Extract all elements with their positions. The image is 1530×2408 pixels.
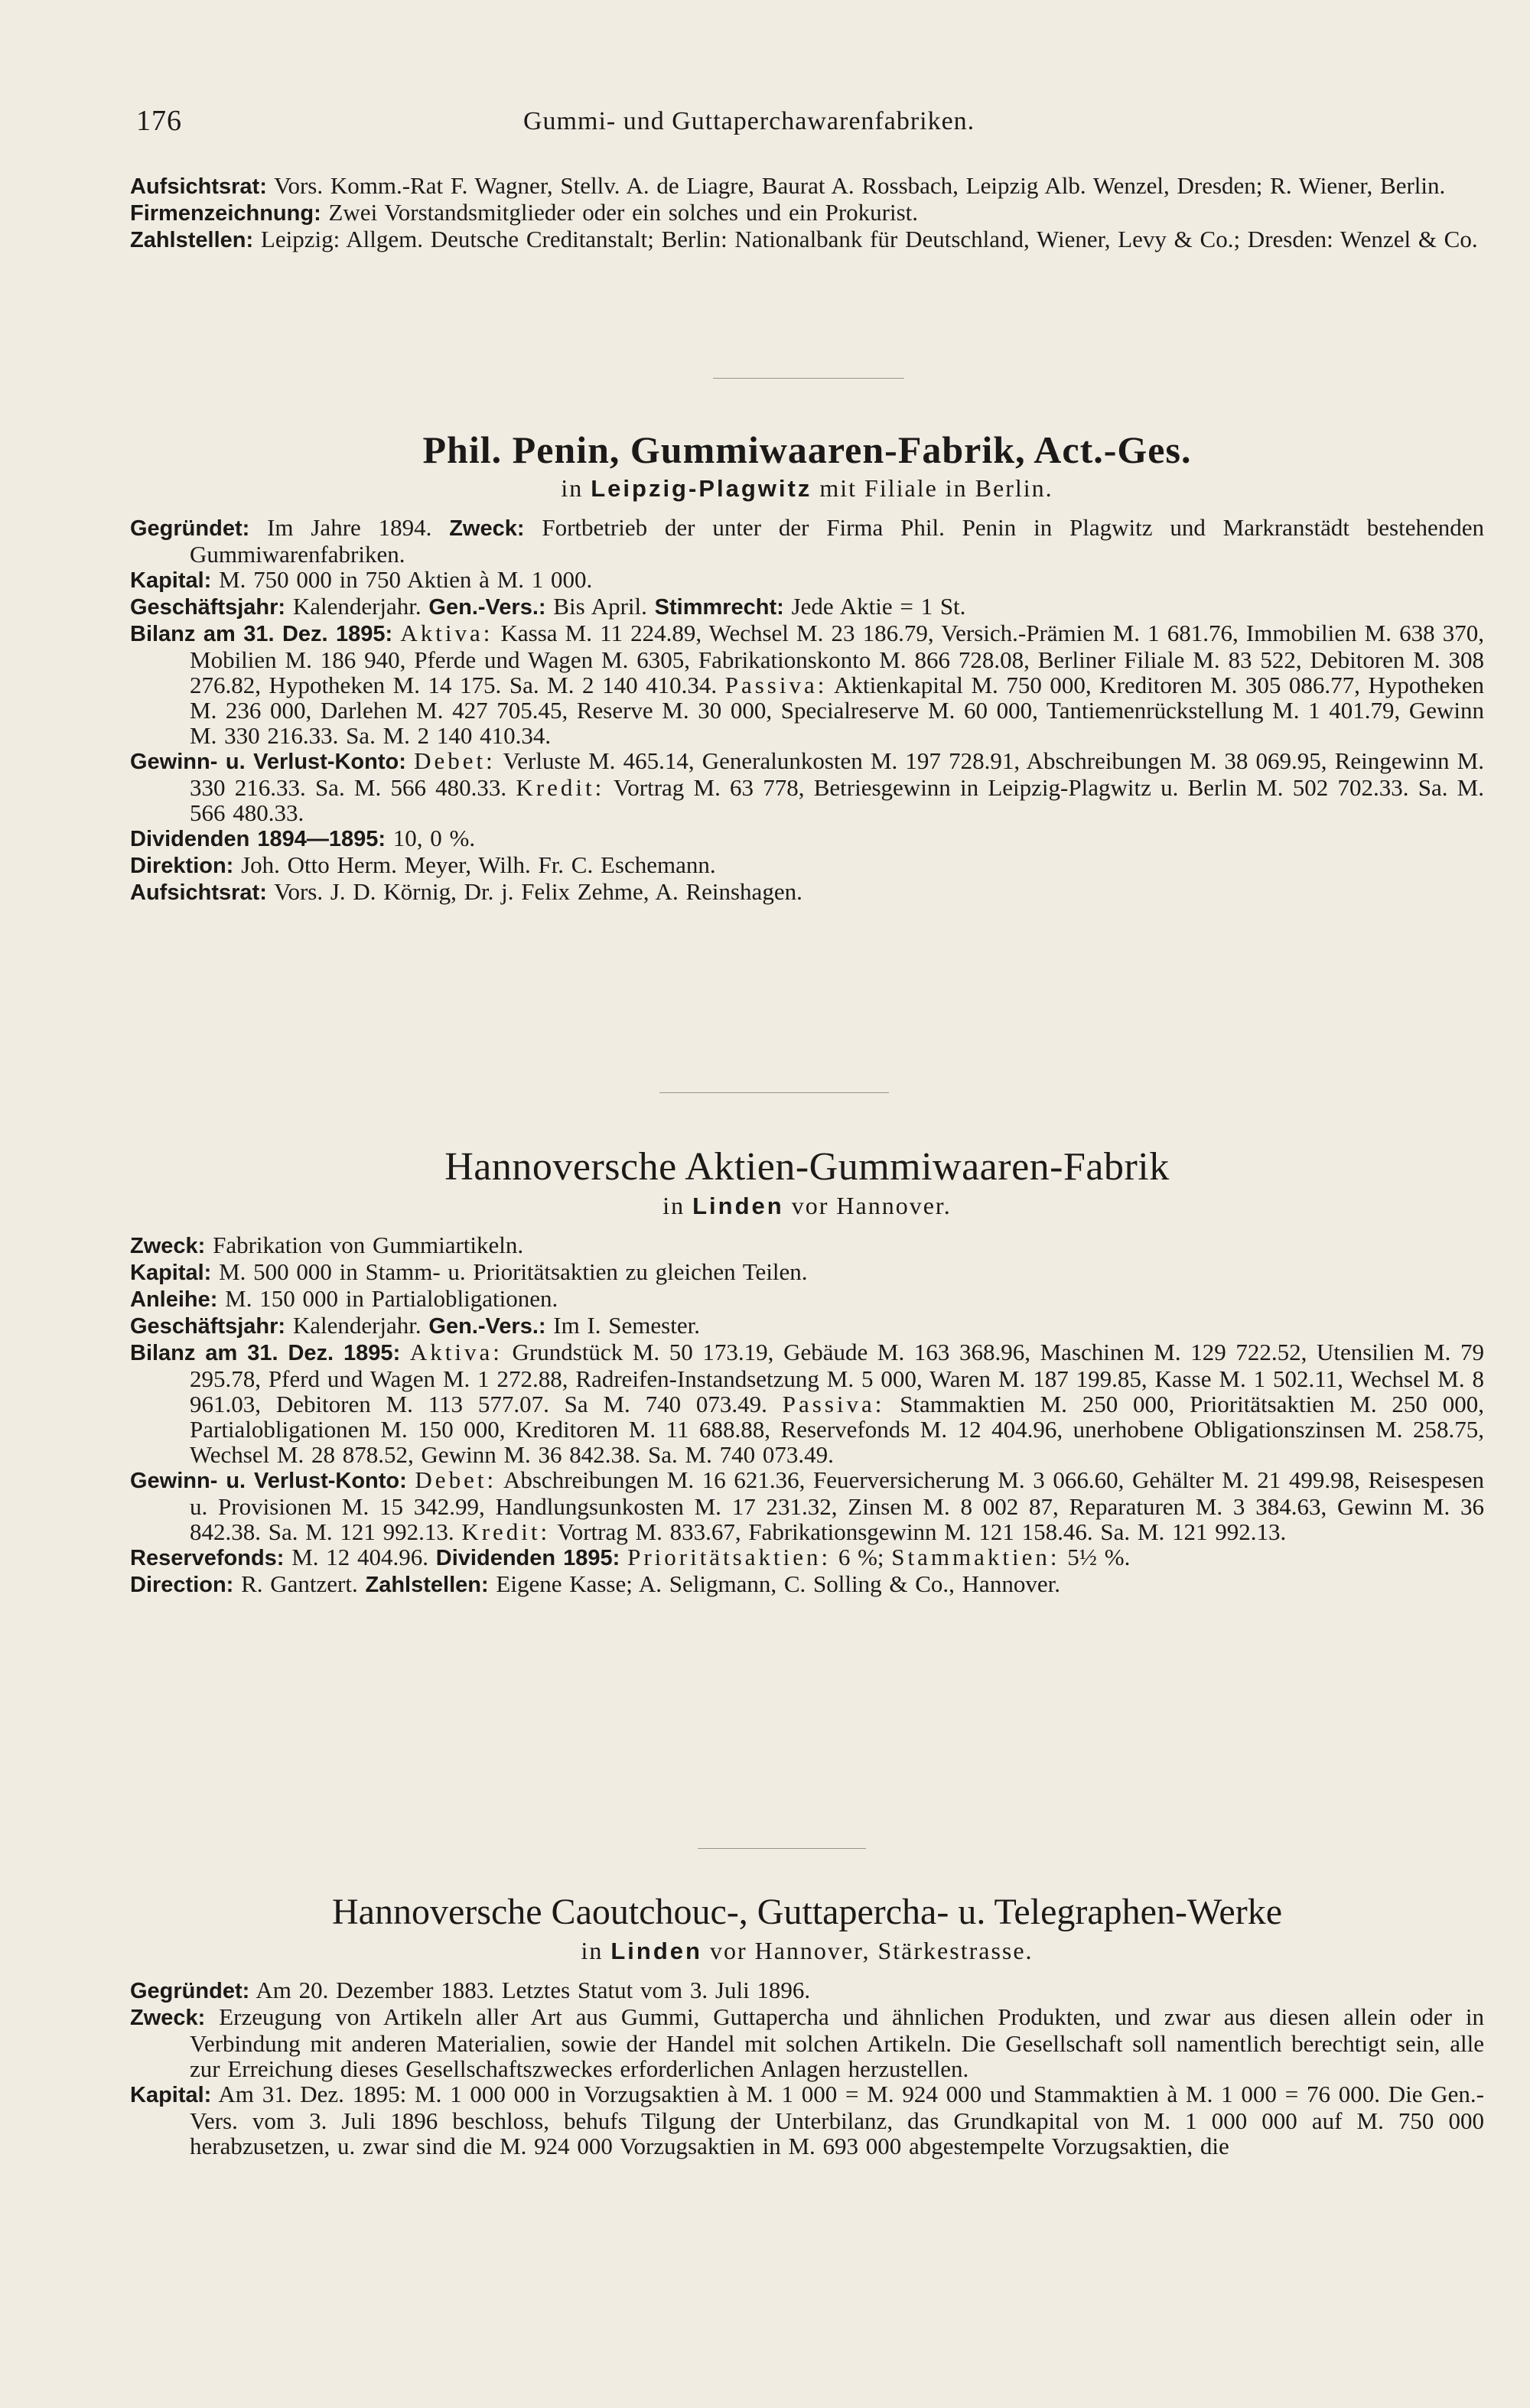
entry-gewinn-verlust — [130, 748, 1484, 825]
field-text: Am 20. Dezember 1883. Letztes Statut vom 3. Juli 1896. — [256, 1977, 811, 2003]
location-rest: vor Hannover. — [791, 1192, 952, 1219]
field-text: M. 12 404.96. — [291, 1544, 429, 1570]
field-text: Eigene Kasse; A. Seligmann, C. Solling & Co., Hannover. — [496, 1570, 1060, 1597]
field-text: Grundstück M. 50 173.19, Gebäude M. 163 368.96, Maschinen M. 129 722.52, Utensilien M. 79 295.78, Pferd und Wagen M. 1 272.88, Radreifen-Instandsetzung M. 5 000, Waren M. 187 199.85, Kasse M. 1 502.11, Wechsel M. 8 961.03, Debitoren M. 113 577.07. Sa M. 740 073.49. — [190, 1339, 1485, 1417]
field-label: Aufsichtsrat: — [130, 880, 267, 905]
entry-bilanz — [130, 620, 1484, 748]
entry-kapital — [130, 567, 1484, 594]
field-text: Im Jahre 1894. — [267, 514, 432, 541]
company-title: Hannoversche Aktien-Gummiwaaren-Fabrik — [444, 1145, 1170, 1189]
entry-direction — [130, 1571, 1484, 1598]
entry-geschaeftsjahr — [130, 594, 1484, 620]
field-text: Vors. Komm.-Rat F. Wagner, Stellv. A. de Liagre, Baurat A. Rossbach, Leipzig Alb. Wenzel, Dresden; R. Wiener, Berlin. — [274, 172, 1446, 199]
spaced-label: Passiva: — [782, 1391, 885, 1417]
field-text: Abschreibungen M. 16 621.36, Feuerversicherung M. 3 066.60, Gehälter M. 21 499.98, Reisespesen u. Provisionen M. 15 342.99, Handlungsunkosten M. 17 231.32, Zinsen M. 8 002 87, Reparaturen M. 3 384.63, Gewinn M. 36 842.38. Sa. M. 121 992.13. — [190, 1466, 1484, 1545]
field-text: Jede Aktie = 1 St. — [791, 593, 966, 620]
field-text: M. 500 000 in Stamm- u. Prioritätsaktien zu gleichen Teilen. — [219, 1258, 808, 1285]
company-location — [130, 476, 1484, 501]
field-label: Geschäftsjahr: — [130, 595, 286, 620]
spaced-label: Debet: — [415, 1466, 497, 1493]
spaced-label: Kredit: — [461, 1518, 551, 1545]
entry-direktion — [130, 852, 1484, 879]
company-hannover-caoutchouc — [130, 1889, 1484, 2159]
entry-dividenden — [130, 825, 1484, 852]
location-rest: mit Filiale in Berlin. — [819, 474, 1053, 502]
field-text: M. 150 000 in Partialobligationen. — [225, 1285, 558, 1312]
spaced-label: Debet: — [414, 747, 496, 774]
location-in: in — [662, 1192, 685, 1219]
entry-kapital — [130, 2081, 1484, 2159]
field-text: 10, 0 %. — [392, 825, 476, 851]
location-place: Linden — [610, 1938, 702, 1964]
field-text: Verluste M. 465.14, Generalunkosten M. 197 728.91, Abschreibungen M. 38 069.95, Reingewinn M. 330 216.33. Sa. M. 566 480.33. — [190, 747, 1485, 801]
field-label: Anleihe: — [130, 1287, 218, 1312]
field-label: Bilanz am 31. Dez. 1895: — [130, 622, 393, 646]
entry-zweck — [130, 1232, 1484, 1259]
location-place: Linden — [692, 1193, 784, 1219]
company-penin — [130, 427, 1484, 906]
field-label: Gen.-Vers.: — [428, 1314, 546, 1339]
field-label: Gewinn- u. Verlust-Konto: — [130, 1469, 407, 1493]
spaced-label: Stammaktien: — [891, 1544, 1060, 1570]
spaced-label: Aktiva: — [400, 620, 493, 646]
divider-rule — [713, 378, 904, 379]
divider-rule — [659, 1092, 889, 1093]
company-location — [130, 1193, 1484, 1219]
field-text: Kalenderjahr. — [292, 1312, 422, 1339]
field-label: Kapital: — [130, 1261, 212, 1285]
field-text: Im I. Semester. — [553, 1312, 700, 1339]
field-label: Firmenzeichnung: — [130, 201, 321, 226]
field-label: Gegründet: — [130, 516, 250, 541]
field-text: Vortrag M. 833.67, Fabrikationsgewinn M. 121 158.46. Sa. M. 121 992.13. — [557, 1518, 1287, 1545]
field-text: Am 31. Dez. 1895: M. 1 000 000 in Vorzugsaktien à M. 1 000 = M. 924 000 und Stammaktien à M. 1 000 = 76 000. Die Gen.-Vers. vom 3. Juli 1896 beschloss, behufs Tilgung der Unterbilanz, das Grundkapital von M. 1 000 000 auf M. 750 000 herabzusetzen, u. zwar sind die M. 924 000 Vorzugsaktien in M. 693 000 abgestempelte Vorzugsaktien, die — [190, 2081, 1485, 2159]
field-label: Reservefonds: — [130, 1546, 285, 1570]
divider-rule — [698, 1848, 866, 1849]
field-label: Dividenden 1895: — [435, 1546, 620, 1570]
entry-gegruendet — [130, 515, 1484, 567]
field-label: Direction: — [130, 1573, 234, 1597]
field-text: M. 750 000 in 750 Aktien à M. 1 000. — [219, 566, 593, 593]
field-label: Direktion: — [130, 854, 234, 878]
field-label: Gegründet: — [130, 1979, 250, 2003]
field-label: Aufsichtsrat: — [130, 174, 267, 199]
entry-aufsichtsrat — [130, 879, 1484, 906]
entry-zahlstellen — [130, 226, 1484, 253]
entry-aufsichtsrat — [130, 173, 1484, 200]
field-text: 6 %; — [838, 1544, 884, 1570]
company-location — [130, 1938, 1484, 1964]
field-text: Fabrikation von Gummiartikeln. — [213, 1232, 524, 1258]
entry-geschaeftsjahr — [130, 1313, 1484, 1339]
entry-bilanz — [130, 1339, 1484, 1467]
field-label: Bilanz am 31. Dez. 1895: — [130, 1341, 401, 1365]
entry-firmenzeichnung — [130, 200, 1484, 226]
company-title: Phil. Penin, Gummiwaaren-Fabrik, Act.-Ges. — [422, 428, 1192, 471]
entry-reservefonds — [130, 1544, 1484, 1571]
spaced-label: Kredit: — [516, 774, 605, 801]
entry-gegruendet — [130, 1977, 1484, 2004]
field-label: Dividenden 1894—1895: — [130, 827, 386, 851]
field-text: Vors. J. D. Körnig, Dr. j. Felix Zehme, A. Reinshagen. — [274, 878, 802, 905]
company-title: Hannoversche Caoutchouc-, Guttapercha- u. Telegraphen-Werke — [332, 1892, 1282, 1932]
field-label: Zweck: — [449, 516, 525, 541]
field-text: R. Gantzert. — [241, 1570, 358, 1597]
location-in: in — [561, 474, 584, 502]
spaced-label: Prioritätsaktien: — [627, 1544, 832, 1570]
spaced-label: Passiva: — [724, 672, 828, 698]
field-label: Zweck: — [130, 1234, 206, 1258]
field-label: Geschäftsjahr: — [130, 1314, 286, 1339]
page-number: 176 — [136, 105, 182, 137]
field-text: Vortrag M. 63 778, Betriesgewinn in Leipzig-Plagwitz u. Berlin M. 502 702.33. Sa. M. 566 480.33. — [190, 774, 1484, 826]
running-title: Gummi- und Guttaperchawarenfabriken. — [523, 107, 975, 135]
field-label: Kapital: — [130, 2083, 212, 2107]
previous-entry-continuation — [130, 173, 1484, 253]
field-text: Fortbetrieb der unter der Firma Phil. Penin in Plagwitz und Markranstädt bestehenden Gummiwarenfabriken. — [190, 514, 1485, 568]
field-label: Gewinn- u. Verlust-Konto: — [130, 750, 406, 774]
field-text: Kalenderjahr. — [292, 593, 422, 620]
location-rest: vor Hannover, Stärkestrasse. — [709, 1937, 1034, 1964]
running-head — [136, 105, 1454, 139]
field-text: Leipzig: Allgem. Deutsche Creditanstalt; Berlin: Nationalbank für Deutschland, Wiener, Levy & Co.; Dresden: Wenzel & Co. — [260, 226, 1478, 252]
field-text: Bis April. — [553, 593, 647, 620]
entry-kapital — [130, 1259, 1484, 1286]
field-label: Zahlstellen: — [130, 228, 254, 252]
field-text: Kassa M. 11 224.89, Wechsel M. 23 186.79, Versich.-Prämien M. 1 681.76, Immobilien M. 638 370, Mobilien M. 186 940, Pferde und Wagen M. 6305, Fabrikationskonto M. 866 728.08, Berliner Filiale M. 83 522, Debitoren M. 308 276.82, Hypotheken M. 14 175. Sa. M. 2 140 410.34. — [190, 620, 1485, 698]
company-hannover-aktien — [130, 1144, 1484, 1598]
entry-zweck — [130, 2004, 1484, 2081]
field-label: Zahlstellen: — [365, 1573, 489, 1597]
field-text: Aktienkapital M. 750 000, Kreditoren M. 305 086.77, Hypotheken M. 236 000, Darlehen M. 427 705.45, Reserve M. 30 000, Specialreserve M. 60 000, Tantiemenrückstellung M. 1 401.79, Gewinn M. 330 216.33. Sa. M. 2 140 410.34. — [190, 672, 1485, 749]
field-text: Joh. Otto Herm. Meyer, Wilh. Fr. C. Eschemann. — [241, 851, 716, 878]
field-text: 5½ %. — [1067, 1544, 1131, 1570]
field-text: Zwei Vorstandsmitglieder oder ein solches und ein Prokurist. — [328, 199, 919, 226]
field-text: Erzeugung von Artikeln aller Art aus Gummi, Guttapercha und ähnlichen Produkten, und zwar aus diesen allein oder in Verbindung mit anderen Materialien, sowie der Handel mit solchen Artikeln. Die Gesellschaft soll namentlich berechtigt sein, alle zur Erreichung dieses Gesellschaftszweckes erforderlichen Anlagen herzustellen. — [190, 2003, 1484, 2082]
field-label: Gen.-Vers.: — [428, 595, 546, 620]
field-text: Stammaktien M. 250 000, Prioritätsaktien M. 250 000, Partialobligationen M. 150 000, Kreditoren M. 11 688.88, Reservefonds M. 12 404.96, unerhobene Obligationszinsen M. 258.75, Wechsel M. 28 878.52, Gewinn M. 36 842.38. Sa. M. 740 073.49. — [190, 1391, 1484, 1468]
entry-anleihe — [130, 1286, 1484, 1313]
field-label: Kapital: — [130, 568, 212, 593]
location-place: Leipzig-Plagwitz — [591, 475, 812, 502]
location-in: in — [581, 1937, 604, 1964]
entry-gewinn-verlust — [130, 1467, 1484, 1544]
field-label: Stimmrecht: — [654, 595, 784, 620]
spaced-label: Aktiva: — [409, 1339, 503, 1365]
field-label: Zweck: — [130, 2006, 206, 2030]
